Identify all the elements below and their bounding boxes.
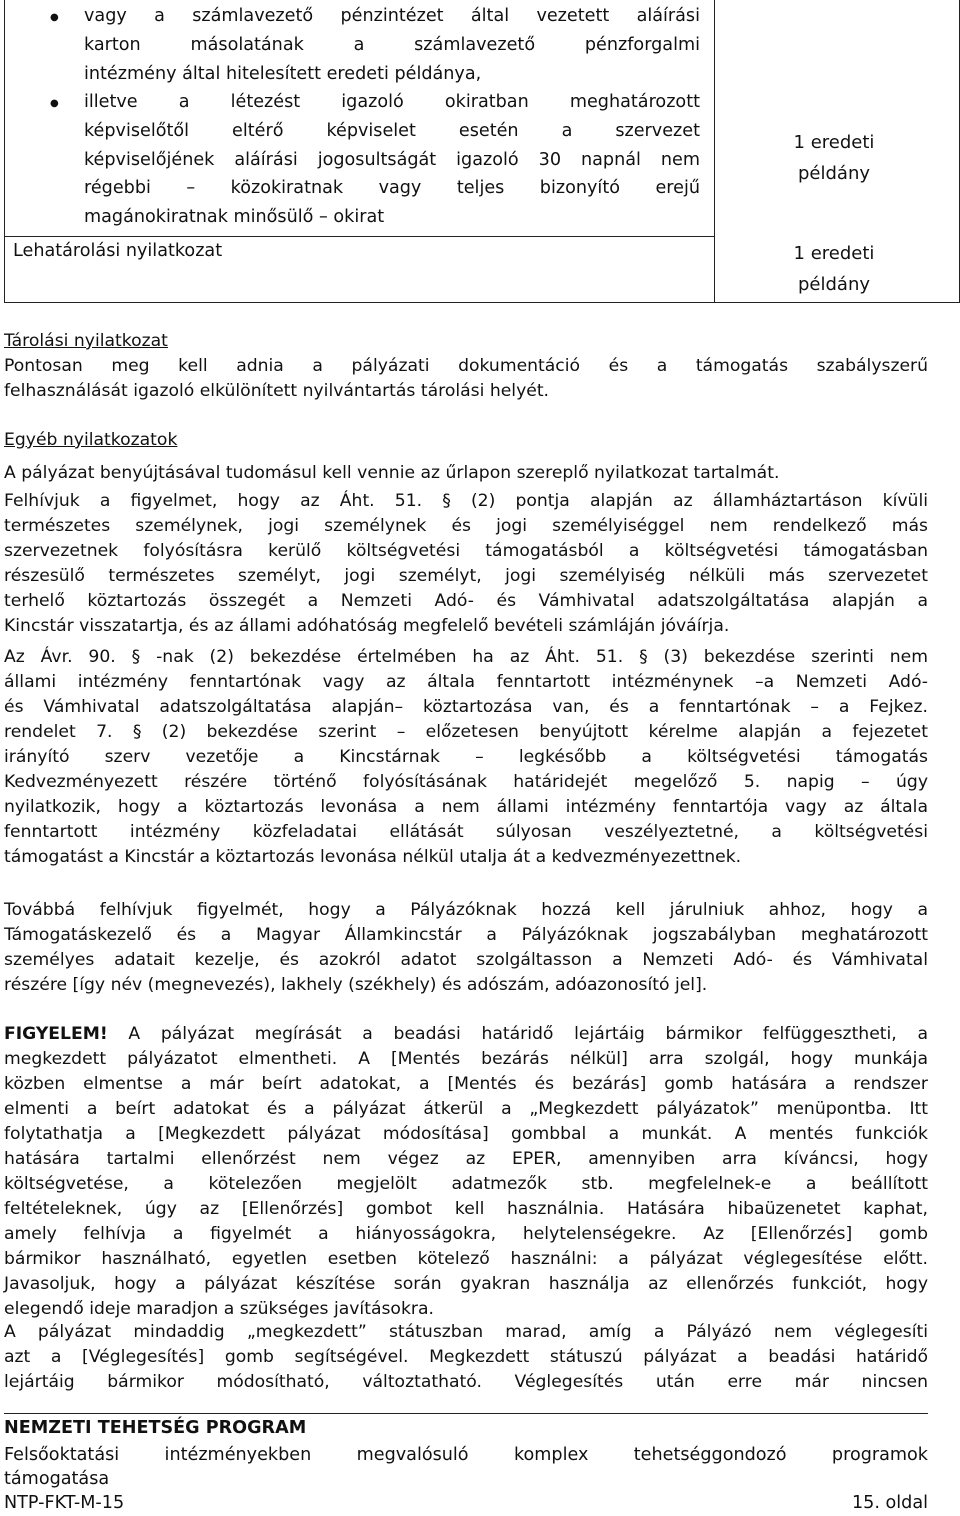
copy-count-line: 1 eredeti xyxy=(793,243,875,264)
text-line: magánokiratnak minősülő – okirat xyxy=(84,207,385,228)
paragraph-aht xyxy=(4,489,928,639)
text-line: elmenti a beírt adatokat és a pályázat átkerül a „Megkezdett pályázatok” menüpontba. Itt xyxy=(4,1099,928,1119)
footer-document-code: NTP-FKT-M-15 xyxy=(4,1493,125,1513)
footer-page-number: 15. oldal xyxy=(851,1493,928,1513)
section-heading-other: Egyéb nyilatkozatok xyxy=(4,430,178,450)
text-line: felhasználását igazoló elkülönített nyilvántartás tárolási helyét. xyxy=(4,381,550,401)
text-line: képviselőjének aláírási jogosultságát igazoló 30 napnál nem xyxy=(84,149,700,170)
table-cell-lehatarolasi: Lehatárolási nyilatkozat xyxy=(13,241,223,261)
bullet-icon: ● xyxy=(50,98,59,109)
table-cell-copy-count xyxy=(711,238,957,300)
text-fragment: A pályázat megírását a beadási határidő lejártáig bármikor felfüggesztheti, a xyxy=(107,1024,928,1044)
text-line: amely felhívja a figyelmét a hiányosságokra, helytelenségekre. Az [Ellenőrzés] gomb xyxy=(4,1224,928,1244)
text-line: bármikor használható, egyetlen esetben kötelező használni: a pályázat véglegesítése előtt. xyxy=(4,1249,928,1269)
other-lead-paragraph xyxy=(4,461,928,486)
text-line: nyilatkozik, hogy a köztartozás levonása a nem állami intézmény fenntartója vagy az általa xyxy=(4,797,928,817)
text-line: költségvetése, a kötelezően megjelölt adatmezők stb. megfelelnek-e a beállított xyxy=(4,1174,928,1194)
copy-count-line: példány xyxy=(797,163,871,184)
copy-count-line: 1 eredeti xyxy=(793,132,875,153)
text-line: Az Ávr. 90. § -nak (2) bekezdése értelmében ha az Áht. 51. § (3) bekezdése szerinti nem xyxy=(4,647,928,667)
text-line: állami intézmény fenntartónak vagy az általa fenntartott intézménynek –a Nemzeti Adó- xyxy=(4,672,928,692)
text-line: karton másolatának a számlavezető pénzforgalmi xyxy=(84,34,700,55)
text-line: és Vámhivatal adatszolgáltatása alapján– köztartozása van, és a fenntartónak – a Fejkez. xyxy=(4,697,928,717)
text-line: régebbi – közokiratnak vagy teljes bizonyító erejű xyxy=(84,178,700,199)
text-line: szervezetnek folyósításra kerülő költségvetési támogatásból a költségvetési támogatásban xyxy=(4,541,928,561)
table-bullet-item xyxy=(84,2,700,88)
text-line: személyes adatait kezelje, és azokról adatot szolgáltasson a Nemzeti Adó- és Vámhivatal xyxy=(4,950,928,970)
paragraph-data-consent xyxy=(4,898,928,998)
section-heading-storage: Tárolási nyilatkozat xyxy=(4,331,168,351)
text-line: feltételeknek, úgy az [Ellenőrzés] gombot kell használnia. Hatására hibaüzenetet kaphat, xyxy=(4,1199,928,1219)
text-line xyxy=(4,1022,928,1047)
paragraph-finalize xyxy=(4,1320,928,1395)
text-line: terhelő köztartozás összegét a Nemzeti Adó- és Vámhivatal adatszolgáltatása alapján a xyxy=(4,591,928,611)
warning-label: FIGYELEM! xyxy=(4,1024,108,1044)
text-line: Kincstár visszatartja, és az állami adóhatóság megfelelő bevételi számláján jóváírja. xyxy=(4,616,730,636)
text-line: intézmény által hitelesített eredeti példánya, xyxy=(84,63,482,84)
footer-divider xyxy=(4,1413,928,1414)
text-line: megkezdett pályázatot elmentheti. A [Mentés bezárás nélkül] arra szolgál, hogy munkája xyxy=(4,1049,928,1069)
text-line: azt a [Véglegesítés] gomb segítségével. Megkezdett státuszú pályázat a beadási határidő xyxy=(4,1347,928,1367)
text-line: vagy a számlavezető pénzintézet által vezetett aláírási xyxy=(84,6,700,26)
text-line: Pontosan meg kell adnia a pályázati dokumentáció és a támogatás szabályszerű xyxy=(4,356,928,376)
table-bullet-item xyxy=(84,88,700,232)
text-line: Továbbá felhívjuk figyelmét, hogy a Pályázóknak hozzá kell járulniuk ahhoz, hogy a xyxy=(4,900,928,920)
text-line: Felsőoktatási intézményekben megvalósuló komplex tehetséggondozó programok xyxy=(4,1445,928,1465)
paragraph-avr xyxy=(4,645,928,870)
text-line: közben elmentse a már beírt adatokat, a [Mentés és bezárás] gomb hatására a rendszer xyxy=(4,1074,928,1094)
text-line: természetes személynek, jogi személynek és jogi személyiséggel nem rendelkező más xyxy=(4,516,928,536)
bullet-icon: ● xyxy=(50,12,59,23)
text-line: fenntartott intézmény közfeladatai ellátását súlyosan veszélyeztetné, a költségvetési xyxy=(4,822,928,842)
text-line: Kedvezményezett részére történő folyósításának határidejét megelőző 5. napig – úgy xyxy=(4,772,928,792)
text-line: A pályázat benyújtásával tudomásul kell vennie az űrlapon szereplő nyilatkozat tartalmát. xyxy=(4,463,780,483)
text-line: támogatása xyxy=(4,1469,110,1489)
footer-program-description xyxy=(4,1443,928,1491)
text-line: elegendő ideje maradjon a szükséges javításokra. xyxy=(4,1299,434,1319)
text-line: részesülő természetes személyt, jogi személyt, jogi személyiség nélküli más szervezetet xyxy=(4,566,928,586)
text-line: támogatást a Kincstár a köztartozás levonása nélkül utalja át a kedvezményezettnek. xyxy=(4,847,742,867)
text-line: Javasoljuk, hogy a pályázat készítése során gyakran használja az ellenőrzés funkciót, hogy xyxy=(4,1274,928,1294)
text-line: képviselőtől eltérő képviselet esetén a szervezet xyxy=(84,120,700,141)
text-line: irányító szerv vezetője a Kincstárnak – legkésőbb a költségvetési támogatás xyxy=(4,747,928,767)
text-line: Felhívjuk a figyelmet, hogy az Áht. 51. § (2) pontja alapján az államháztartáson kívüli xyxy=(4,491,928,511)
text-line: rendelet 7. § (2) bekezdése szerint – előzetesen benyújtott kérelme alapján a fejezetet xyxy=(4,722,928,742)
paragraph-figyelem xyxy=(4,1022,928,1322)
copy-count-line: példány xyxy=(797,274,871,295)
text-line: illetve a létezést igazoló okiratban meghatározott xyxy=(84,92,700,112)
storage-paragraph xyxy=(4,354,928,404)
text-line: A pályázat mindaddig „megkezdett” státuszban marad, amíg a Pályázó nem véglegesíti xyxy=(4,1322,928,1342)
footer-program-title: NEMZETI TEHETSÉG PROGRAM xyxy=(4,1418,307,1438)
table-cell-copy-count xyxy=(711,127,957,189)
text-line: részére [így név (megnevezés), lakhely (székhely) és adószám, adóazonosító jel]. xyxy=(4,975,708,995)
text-line: folytathatja a [Megkezdett pályázat módosítása] gombbal a munkát. A mentés funkciók xyxy=(4,1124,928,1144)
text-line: lejártáig bármikor módosítható, változtatható. Véglegesítés után erre már nincsen xyxy=(4,1372,928,1392)
text-line: hatására tartalmi ellenőrzést nem végez az EPER, amennyiben arra kíváncsi, hogy xyxy=(4,1149,928,1169)
text-line: Támogatáskezelő és a Magyar Államkincstár a Pályázóknak jogszabályban meghatározott xyxy=(4,925,928,945)
